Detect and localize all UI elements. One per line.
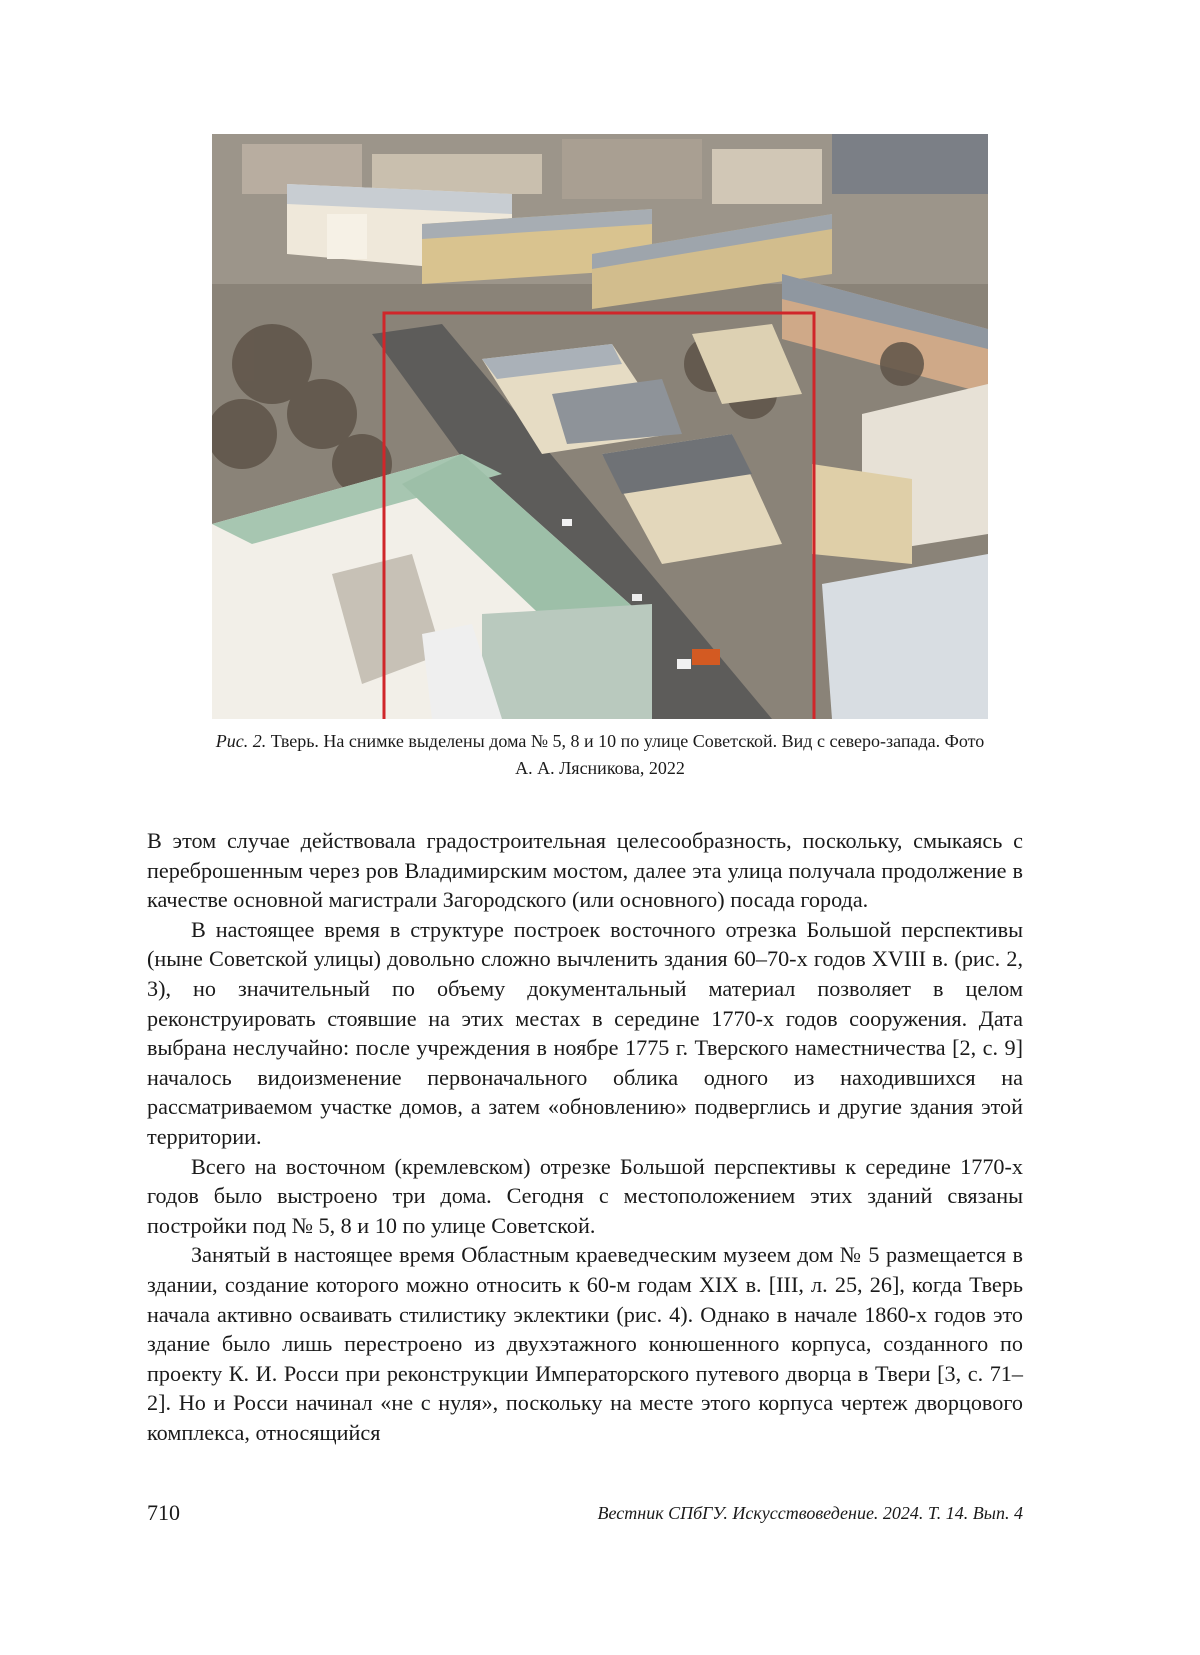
figure-caption <box>212 728 988 782</box>
paragraph-1: В этом случае действовала градостроительная целесообразность, поскольку, смыкаясь с переброшенным через ров Владимирским мостом, далее эта улица получала продолжение в качестве основной магистрали Загородского (или основного) посада города. <box>147 828 1023 913</box>
paragraph-4: Занятый в настоящее время Областным краеведческим музеем дом № 5 размещается в здании, создание которого можно относить к 60-м годам XIX в. [III, л. 25, 26], когда Тверь начала активно осваивать стилистику эклектики (рис. 4). Однако в начале 1860-х годов это здание было лишь перестроено из двухэтажного конюшенного корпуса, созданного по проекту К. И. Росси при реконструкции Императорского путевого дворца в Твери [3, с. 71–2]. Но и Росси начинал «не с нуля», поскольку на месте этого корпуса чертеж дворцового комплекса, относящийся <box>147 1242 1023 1445</box>
paragraph-2: В настоящее время в структуре построек восточного отрезка Большой перспективы (ныне Советской улицы) довольно сложно вычленить здания 60–70-х годов XVIII в. (рис. 2, 3), но значительный по объему документальный материал позволяет в целом реконструировать стоявшие на этих местах в середине 1770-х годов сооружения. Дата выбрана неслучайно: после учреждения в ноябре 1775 г. Тверского наместничества [2, с. 9] началось видоизменение первоначального облика одного из находившихся на рассматриваемом участке домов, а затем «обновлению» подверглись и другие здания этой территории. <box>147 916 1023 1149</box>
paragraph-3: Всего на восточном (кремлевском) отрезке Большой перспективы к середине 1770-х годов было выстроено три дома. Сегодня с местоположением этих зданий связаны постройки под № 5, 8 и 10 по улице Советской. <box>147 1153 1023 1238</box>
body-text <box>147 826 1023 1447</box>
caption-text: Тверь. На снимке выделены дома № 5, 8 и 10 по улице Советской. Вид с северо-запада. Фото А. А. Лясникова, 2022 <box>266 731 985 778</box>
page-number: 710 <box>147 1500 180 1525</box>
journal-title: Вестник СПбГУ. Искусствоведение. 2024. Т. 14. Вып. 4 <box>597 1503 1023 1523</box>
aerial-photo <box>212 134 988 719</box>
caption-label: Рис. 2. <box>215 731 267 751</box>
aerial-photo-figure <box>212 134 988 719</box>
